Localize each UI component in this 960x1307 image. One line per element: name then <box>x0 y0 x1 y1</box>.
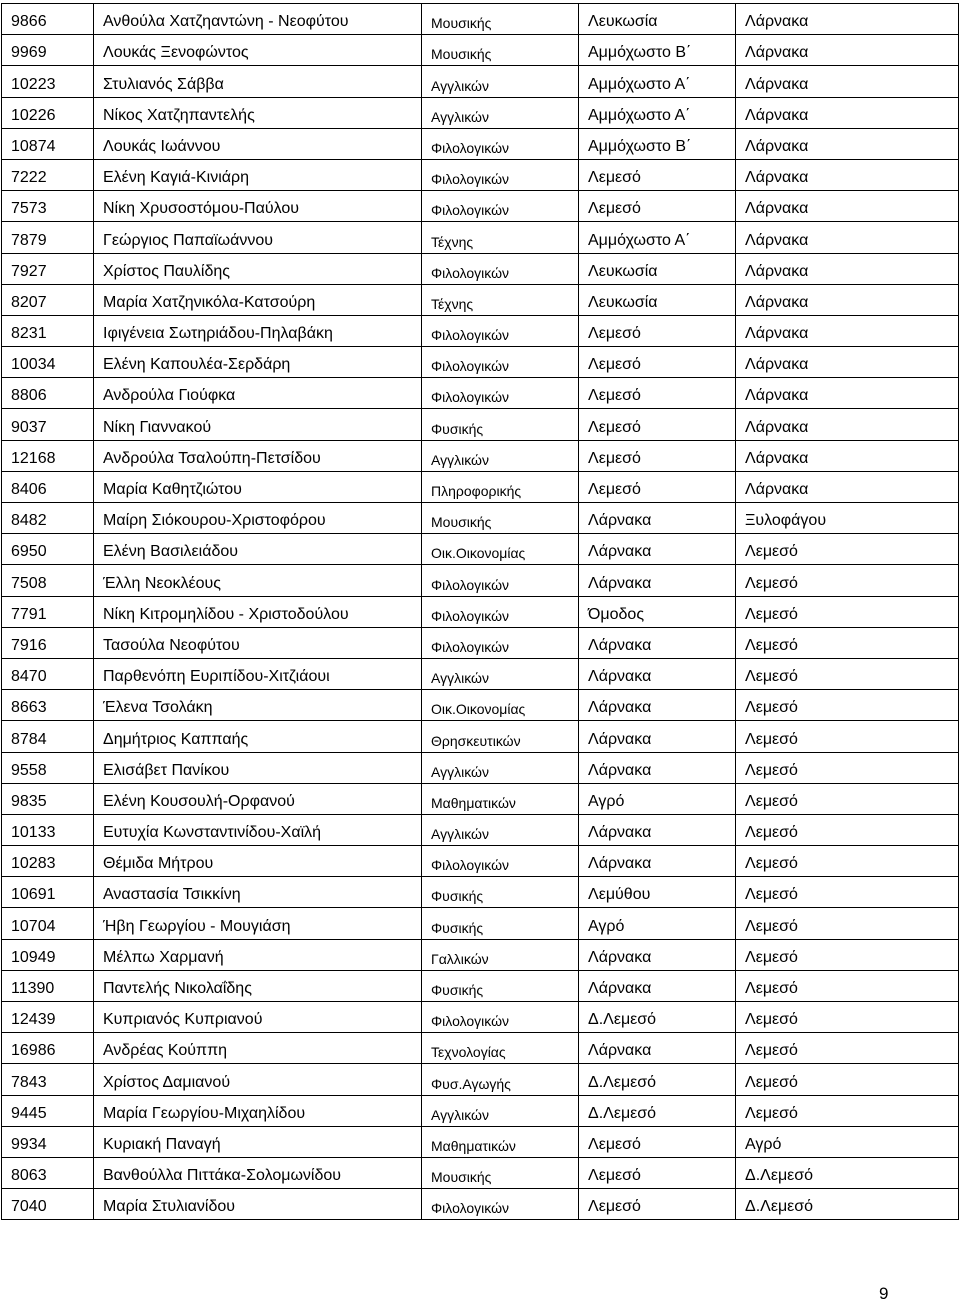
cell-subject: Φυσικής <box>422 970 579 1001</box>
cell-to: Λεμεσό <box>736 658 959 689</box>
cell-to: Λεμεσό <box>736 783 959 814</box>
cell-name: Ελένη Βασιλειάδου <box>94 534 422 565</box>
cell-id: 9866 <box>2 4 94 35</box>
cell-to: Λεμεσό <box>736 1033 959 1064</box>
cell-name: Έλενα Τσολάκη <box>94 690 422 721</box>
cell-subject: Φιλολογικών <box>422 191 579 222</box>
table-row <box>2 66 959 97</box>
cell-id: 7916 <box>2 627 94 658</box>
cell-name: Παντελής Νικολαΐδης <box>94 970 422 1001</box>
cell-name: Λουκάς Ιωάννου <box>94 128 422 159</box>
cell-id: 8806 <box>2 378 94 409</box>
cell-subject: Φιλολογικών <box>422 315 579 346</box>
table-row <box>2 1095 959 1126</box>
cell-from: Λεμύθου <box>579 877 736 908</box>
cell-name: Ελισάβετ Πανίκου <box>94 752 422 783</box>
cell-subject: Φιλολογικών <box>422 565 579 596</box>
cell-from: Λάρνακα <box>579 846 736 877</box>
cell-subject: Φιλολογικών <box>422 253 579 284</box>
cell-id: 7040 <box>2 1189 94 1220</box>
cell-to: Λεμεσό <box>736 970 959 1001</box>
cell-subject: Φιλολογικών <box>422 128 579 159</box>
cell-subject: Θρησκευτικών <box>422 721 579 752</box>
cell-name: Νίκη Χρυσοστόμου-Παύλου <box>94 191 422 222</box>
cell-from: Λάρνακα <box>579 970 736 1001</box>
cell-name: Ανδρούλα Γιούφκα <box>94 378 422 409</box>
cell-to: Λεμεσό <box>736 877 959 908</box>
table-row <box>2 409 959 440</box>
cell-to: Λεμεσό <box>736 939 959 970</box>
cell-name: Μαρία Χατζηνικόλα-Κατσούρη <box>94 284 422 315</box>
cell-name: Έλλη Νεοκλέους <box>94 565 422 596</box>
table-row <box>2 814 959 845</box>
cell-subject: Γαλλικών <box>422 939 579 970</box>
cell-id: 7879 <box>2 222 94 253</box>
cell-subject: Αγγλικών <box>422 66 579 97</box>
table-row <box>2 191 959 222</box>
table-row <box>2 471 959 502</box>
cell-subject: Φιλολογικών <box>422 1002 579 1033</box>
table-row <box>2 752 959 783</box>
cell-to: Λάρνακα <box>736 159 959 190</box>
cell-from: Λάρνακα <box>579 1033 736 1064</box>
cell-name: Ανθούλα Χατζηαντώνη - Νεοφύτου <box>94 4 422 35</box>
cell-name: Νίκη Γιαννακού <box>94 409 422 440</box>
cell-to: Λεμεσό <box>736 565 959 596</box>
cell-id: 10283 <box>2 846 94 877</box>
cell-name: Μαρία Καθητζιώτου <box>94 471 422 502</box>
cell-from: Αμμόχωστο Α΄ <box>579 66 736 97</box>
cell-subject: Φυσικής <box>422 409 579 440</box>
cell-subject: Φιλολογικών <box>422 846 579 877</box>
cell-from: Λάρνακα <box>579 814 736 845</box>
table-row <box>2 970 959 1001</box>
cell-id: 7573 <box>2 191 94 222</box>
cell-from: Όμοδος <box>579 596 736 627</box>
cell-to: Λεμεσό <box>736 534 959 565</box>
cell-from: Λευκωσία <box>579 4 736 35</box>
cell-to: Λάρνακα <box>736 347 959 378</box>
cell-id: 11390 <box>2 970 94 1001</box>
cell-name: Νίκη Κιτρομηλίδου - Χριστοδούλου <box>94 596 422 627</box>
cell-to: Λεμεσό <box>736 690 959 721</box>
cell-from: Λάρνακα <box>579 752 736 783</box>
cell-subject: Μαθηματικών <box>422 1126 579 1157</box>
cell-to: Λεμεσό <box>736 627 959 658</box>
cell-to: Λάρνακα <box>736 253 959 284</box>
cell-id: 16986 <box>2 1033 94 1064</box>
cell-id: 8470 <box>2 658 94 689</box>
cell-from: Αμμόχωστο Α΄ <box>579 222 736 253</box>
cell-name: Μαίρη Σιόκουρου-Χριστοφόρου <box>94 503 422 534</box>
cell-from: Δ.Λεμεσό <box>579 1002 736 1033</box>
cell-name: Ήβη Γεωργίου - Μουγιάση <box>94 908 422 939</box>
cell-name: Μέλπω Χαρμανή <box>94 939 422 970</box>
cell-name: Κυριακή Παναγή <box>94 1126 422 1157</box>
cell-from: Λεμεσό <box>579 1126 736 1157</box>
cell-name: Τασούλα Νεοφύτου <box>94 627 422 658</box>
table-row <box>2 440 959 471</box>
cell-subject: Αγγλικών <box>422 97 579 128</box>
cell-to: Λάρνακα <box>736 35 959 66</box>
cell-id: 8784 <box>2 721 94 752</box>
cell-id: 9969 <box>2 35 94 66</box>
cell-to: Λεμεσό <box>736 1064 959 1095</box>
cell-to: Λάρνακα <box>736 284 959 315</box>
cell-from: Λευκωσία <box>579 253 736 284</box>
table-row <box>2 908 959 939</box>
table-row <box>2 1189 959 1220</box>
cell-name: Γεώργιος Παπαϊωάννου <box>94 222 422 253</box>
cell-from: Λάρνακα <box>579 503 736 534</box>
cell-name: Ελένη Καπουλέα-Σερδάρη <box>94 347 422 378</box>
cell-subject: Τέχνης <box>422 284 579 315</box>
table-row <box>2 284 959 315</box>
cell-from: Λάρνακα <box>579 565 736 596</box>
cell-name: Ελένη Κουσουλή-Ορφανού <box>94 783 422 814</box>
cell-to: Δ.Λεμεσό <box>736 1157 959 1188</box>
cell-subject: Οικ.Οικονομίας <box>422 534 579 565</box>
cell-from: Αμμόχωστο Β΄ <box>579 35 736 66</box>
cell-id: 12439 <box>2 1002 94 1033</box>
table-row <box>2 690 959 721</box>
cell-name: Δημήτριος Καππαής <box>94 721 422 752</box>
table-row <box>2 222 959 253</box>
cell-subject: Αγγλικών <box>422 658 579 689</box>
table-row <box>2 783 959 814</box>
cell-name: Θέμιδα Μήτρου <box>94 846 422 877</box>
cell-id: 8406 <box>2 471 94 502</box>
cell-from: Λεμεσό <box>579 159 736 190</box>
cell-subject: Φιλολογικών <box>422 596 579 627</box>
cell-name: Ευτυχία Κωνσταντινίδου-Χαϊλή <box>94 814 422 845</box>
cell-from: Λάρνακα <box>579 721 736 752</box>
cell-id: 7791 <box>2 596 94 627</box>
cell-from: Αμμόχωστο Β΄ <box>579 128 736 159</box>
cell-subject: Αγγλικών <box>422 814 579 845</box>
table-row <box>2 159 959 190</box>
cell-name: Ανδρέας Κούππη <box>94 1033 422 1064</box>
cell-id: 9445 <box>2 1095 94 1126</box>
table-row <box>2 347 959 378</box>
cell-name: Αναστασία Τσικκίνη <box>94 877 422 908</box>
cell-subject: Πληροφορικής <box>422 471 579 502</box>
cell-from: Λεμεσό <box>579 315 736 346</box>
cell-from: Δ.Λεμεσό <box>579 1095 736 1126</box>
cell-to: Λάρνακα <box>736 191 959 222</box>
cell-id: 8663 <box>2 690 94 721</box>
cell-id: 8231 <box>2 315 94 346</box>
cell-id: 9558 <box>2 752 94 783</box>
table-row <box>2 97 959 128</box>
cell-id: 6950 <box>2 534 94 565</box>
table-row <box>2 1064 959 1095</box>
table-row <box>2 4 959 35</box>
table-row <box>2 596 959 627</box>
cell-name: Χρίστος Δαμιανού <box>94 1064 422 1095</box>
cell-name: Μαρία Στυλιανίδου <box>94 1189 422 1220</box>
cell-from: Αγρό <box>579 783 736 814</box>
cell-to: Λεμεσό <box>736 908 959 939</box>
cell-name: Παρθενόπη Ευριπίδου-Χιτζιάουι <box>94 658 422 689</box>
cell-id: 7843 <box>2 1064 94 1095</box>
cell-id: 10226 <box>2 97 94 128</box>
cell-subject: Αγγλικών <box>422 440 579 471</box>
cell-to: Λεμεσό <box>736 846 959 877</box>
cell-from: Δ.Λεμεσό <box>579 1064 736 1095</box>
cell-to: Λάρνακα <box>736 471 959 502</box>
cell-name: Στυλιανός Σάββα <box>94 66 422 97</box>
cell-name: Νίκος Χατζηπαντελής <box>94 97 422 128</box>
cell-id: 12168 <box>2 440 94 471</box>
cell-from: Λάρνακα <box>579 690 736 721</box>
cell-subject: Αγγλικών <box>422 752 579 783</box>
table-row <box>2 627 959 658</box>
table-row <box>2 1033 959 1064</box>
cell-to: Λεμεσό <box>736 596 959 627</box>
cell-to: Λάρνακα <box>736 66 959 97</box>
cell-name: Ελένη Καγιά-Κινιάρη <box>94 159 422 190</box>
cell-id: 10691 <box>2 877 94 908</box>
cell-id: 10874 <box>2 128 94 159</box>
cell-from: Λεμεσό <box>579 471 736 502</box>
cell-from: Λευκωσία <box>579 284 736 315</box>
cell-id: 10704 <box>2 908 94 939</box>
cell-from: Λεμεσό <box>579 347 736 378</box>
cell-name: Κυπριανός Κυπριανού <box>94 1002 422 1033</box>
cell-to: Λάρνακα <box>736 440 959 471</box>
cell-to: Λεμεσό <box>736 752 959 783</box>
cell-id: 9835 <box>2 783 94 814</box>
cell-subject: Φιλολογικών <box>422 378 579 409</box>
cell-to: Λάρνακα <box>736 4 959 35</box>
cell-id: 10133 <box>2 814 94 845</box>
cell-id: 7508 <box>2 565 94 596</box>
cell-subject: Μουσικής <box>422 4 579 35</box>
cell-from: Λεμεσό <box>579 409 736 440</box>
cell-subject: Φιλολογικών <box>422 347 579 378</box>
table-row <box>2 846 959 877</box>
cell-subject: Φυσικής <box>422 908 579 939</box>
cell-from: Λάρνακα <box>579 627 736 658</box>
cell-from: Λάρνακα <box>579 534 736 565</box>
transfer-table <box>1 3 959 1220</box>
cell-from: Λεμεσό <box>579 440 736 471</box>
cell-id: 9934 <box>2 1126 94 1157</box>
cell-name: Μαρία Γεωργίου-Μιχαηλίδου <box>94 1095 422 1126</box>
cell-id: 8482 <box>2 503 94 534</box>
cell-to: Λεμεσό <box>736 1095 959 1126</box>
cell-to: Λάρνακα <box>736 315 959 346</box>
cell-id: 7222 <box>2 159 94 190</box>
cell-subject: Οικ.Οικονομίας <box>422 690 579 721</box>
table-row <box>2 1126 959 1157</box>
cell-subject: Μαθηματικών <box>422 783 579 814</box>
cell-subject: Μουσικής <box>422 35 579 66</box>
cell-id: 10223 <box>2 66 94 97</box>
cell-to: Λεμεσό <box>736 721 959 752</box>
cell-subject: Τεχνολογίας <box>422 1033 579 1064</box>
table-row <box>2 534 959 565</box>
cell-name: Χρίστος Παυλίδης <box>94 253 422 284</box>
table-row <box>2 128 959 159</box>
cell-id: 8207 <box>2 284 94 315</box>
cell-from: Λάρνακα <box>579 939 736 970</box>
cell-to: Ξυλοφάγου <box>736 503 959 534</box>
cell-id: 7927 <box>2 253 94 284</box>
cell-id: 10949 <box>2 939 94 970</box>
table-row <box>2 721 959 752</box>
cell-to: Λάρνακα <box>736 409 959 440</box>
cell-to: Λεμεσό <box>736 814 959 845</box>
cell-from: Αμμόχωστο Α΄ <box>579 97 736 128</box>
cell-to: Λάρνακα <box>736 97 959 128</box>
cell-subject: Μουσικής <box>422 503 579 534</box>
cell-to: Δ.Λεμεσό <box>736 1189 959 1220</box>
cell-subject: Φυσικής <box>422 877 579 908</box>
cell-subject: Φιλολογικών <box>422 1189 579 1220</box>
cell-id: 9037 <box>2 409 94 440</box>
cell-name: Ιφιγένεια Σωτηριάδου-Πηλαβάκη <box>94 315 422 346</box>
cell-subject: Τέχνης <box>422 222 579 253</box>
cell-id: 10034 <box>2 347 94 378</box>
page-number: 9 <box>879 1284 889 1303</box>
cell-to: Λάρνακα <box>736 222 959 253</box>
table-row <box>2 658 959 689</box>
table-row <box>2 378 959 409</box>
table-row <box>2 35 959 66</box>
cell-to: Λάρνακα <box>736 378 959 409</box>
cell-from: Λεμεσό <box>579 378 736 409</box>
cell-to: Αγρό <box>736 1126 959 1157</box>
cell-from: Λεμεσό <box>579 1189 736 1220</box>
table-row <box>2 253 959 284</box>
table-row <box>2 315 959 346</box>
table-row <box>2 503 959 534</box>
cell-name: Ανδρούλα Τσαλούπη-Πετσίδου <box>94 440 422 471</box>
cell-id: 8063 <box>2 1157 94 1188</box>
cell-name: Βανθούλλα Πιττάκα-Σολομωνίδου <box>94 1157 422 1188</box>
cell-from: Λάρνακα <box>579 658 736 689</box>
table-row <box>2 1157 959 1188</box>
cell-subject: Φιλολογικών <box>422 627 579 658</box>
cell-name: Λουκάς Ξενοφώντος <box>94 35 422 66</box>
cell-from: Αγρό <box>579 908 736 939</box>
table-row <box>2 1002 959 1033</box>
transfer-table-body <box>2 4 959 1220</box>
cell-subject: Αγγλικών <box>422 1095 579 1126</box>
table-row <box>2 565 959 596</box>
cell-to: Λεμεσό <box>736 1002 959 1033</box>
cell-from: Λεμεσό <box>579 191 736 222</box>
cell-from: Λεμεσό <box>579 1157 736 1188</box>
table-row <box>2 939 959 970</box>
table-row <box>2 877 959 908</box>
cell-subject: Φιλολογικών <box>422 159 579 190</box>
cell-subject: Μουσικής <box>422 1157 579 1188</box>
cell-subject: Φυσ.Αγωγής <box>422 1064 579 1095</box>
cell-to: Λάρνακα <box>736 128 959 159</box>
